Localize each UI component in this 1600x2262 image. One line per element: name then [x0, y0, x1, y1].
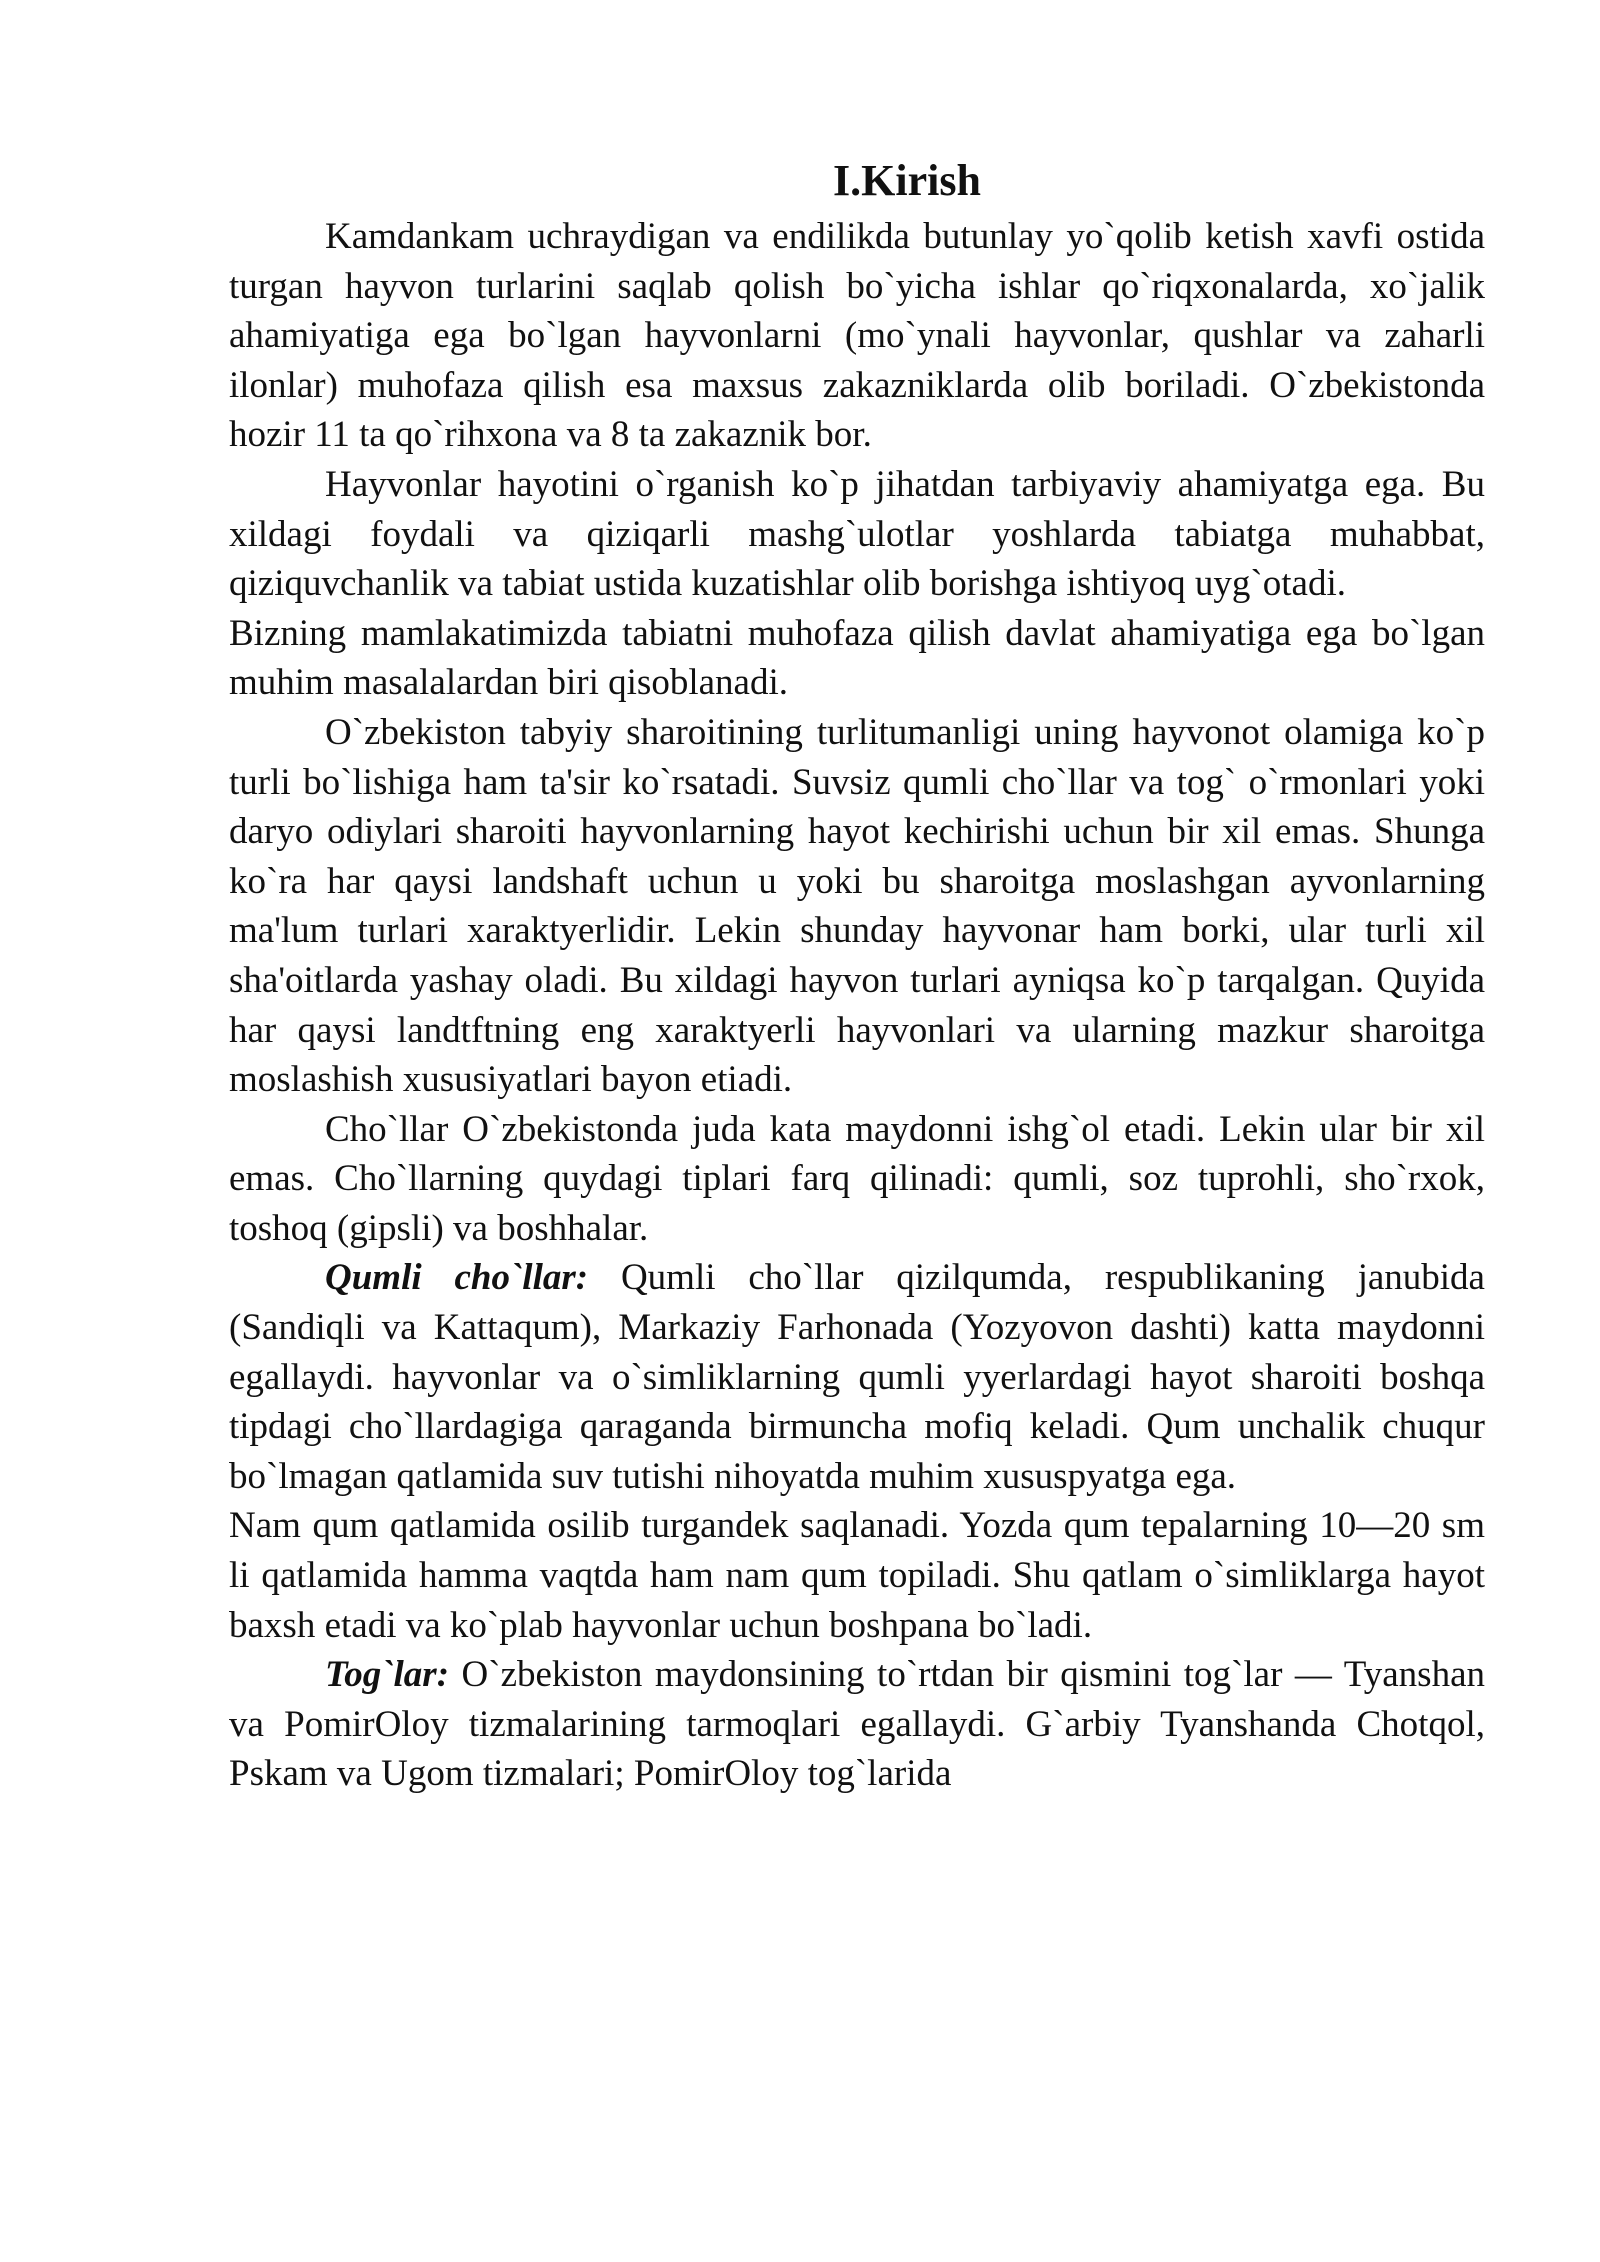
- paragraph-sandy-deserts: [229, 1253, 1485, 1501]
- document-title: I.Kirish: [833, 156, 981, 205]
- paragraph-text: Kamdankam uchraydigan va endilikda butunlay yo`qolib ketish xavfi ostida turgan hayvon turlarini saqlab qolish bo`yicha ishlar qo`riqxonalarda, xo`jalik ahamiyatiga ega bo`lgan hayvonlarni (mo`ynali hayvonlar, qushlar va zaharli ilonlar) muhofaza qilish esa maxsus zakazniklarda olib boriladi. O`zbekistonda hozir 11 ta qo`rihxona va 8 ta zakaznik bor.: [229, 216, 1485, 456]
- paragraph-text: Nam qum qatlamida osilib turgandek saqlanadi. Yozda qum tepalarning 10—20 sm li qatlamida hamma vaqtda ham nam qum topiladi. Shu qatlam o`simliklarga hayot baxsh etadi va ko`plab hayvonlar uchun boshpana bo`ladi.: [229, 1505, 1485, 1646]
- paragraph-deserts: [229, 1105, 1485, 1254]
- paragraph-landscapes: [229, 708, 1485, 1105]
- paragraph-moist-sand: [229, 1501, 1485, 1650]
- paragraph-text: Qumli cho`llar qizilqumda, respublikaning janubida (Sandiqli va Kattaqum), Markaziy Farhonada (Yozyovon dashti) katta maydonni egallaydi. hayvonlar va o`simliklarning qumli yyerlardagi hayot sharoiti boshqa tipdagi cho`llardagiga qaraganda birmuncha mofiq keladi. Qum unchalik chuqur bo`lmagan qatlamida suv tutishi nihoyatda muhim xususpyatga ega.: [229, 1257, 1485, 1497]
- paragraph-intro: [229, 212, 1485, 460]
- paragraph-text: Bizning mamlakatimizda tabiatni muhofaza qilish davlat ahamiyatiga ega bo`lgan muhim masalalardan biri qisoblanadi.: [229, 612, 1485, 704]
- paragraph-lead: Tog`lar:: [325, 1654, 450, 1696]
- paragraph-text: Cho`llar O`zbekistonda juda kata maydonni ishg`ol etadi. Lekin ular bir xil emas. Cho`llarning quydagi tiplari farq qilinadi: qumli, soz tuprohli, sho`rxok, toshoq (gipsli) va boshhalar.: [229, 1108, 1485, 1249]
- paragraph-mountains: [229, 1650, 1485, 1799]
- paragraph-lead: Qumli cho`llar:: [325, 1257, 589, 1299]
- paragraph-text: Hayvonlar hayotini o`rganish ko`p jihatdan tarbiyaviy ahamiyatga ega. Bu xildagi foydali va qiziqarli mashg`ulotlar yoshlarda tabiatga muhabbat, qiziquvchanlik va tabiat ustida kuzatishlar olib borishga ishtiyoq uyg`otadi.: [229, 463, 1485, 605]
- document-page: [229, 150, 1485, 1799]
- paragraph-nature-protection: [229, 609, 1485, 708]
- paragraph-animal-study: [229, 460, 1485, 609]
- paragraph-text: O`zbekiston maydonsining to`rtdan bir qismini tog`lar — Tyanshan va PomirOloy tizmalarining tarmoqlari egallaydi. G`arbiy Tyanshanda Chotqol, Pskam va Ugom tizmalari; PomirOloy tog`larida: [229, 1654, 1485, 1795]
- paragraph-text: O`zbekiston tabyiy sharoitining turlitumanligi uning hayvonot olamiga ko`p turli bo`lishiga ham ta'sir ko`rsatadi. Suvsiz qumli cho`llar va tog` o`rmonlari yoki daryo odiylari sharoiti hayvonlarning hayot kechirishi uchun bir xil emas. Shunga ko`ra har qaysi landshaft uchun u yoki bu sharoitga moslashgan ayvonlarning ma'lum turlari xaraktyerlidir. Lekin shunday hayvonar ham borki, ular turli xil sha'oitlarda yashay oladi. Bu xildagi hayvon turlari ayniqsa ko`p tarqalgan. Quyida har qaysi landtftning eng xaraktyerli hayvonlari va ularning mazkur sharoitga moslashish xususiyatlari bayon etiadi.: [229, 711, 1485, 1101]
